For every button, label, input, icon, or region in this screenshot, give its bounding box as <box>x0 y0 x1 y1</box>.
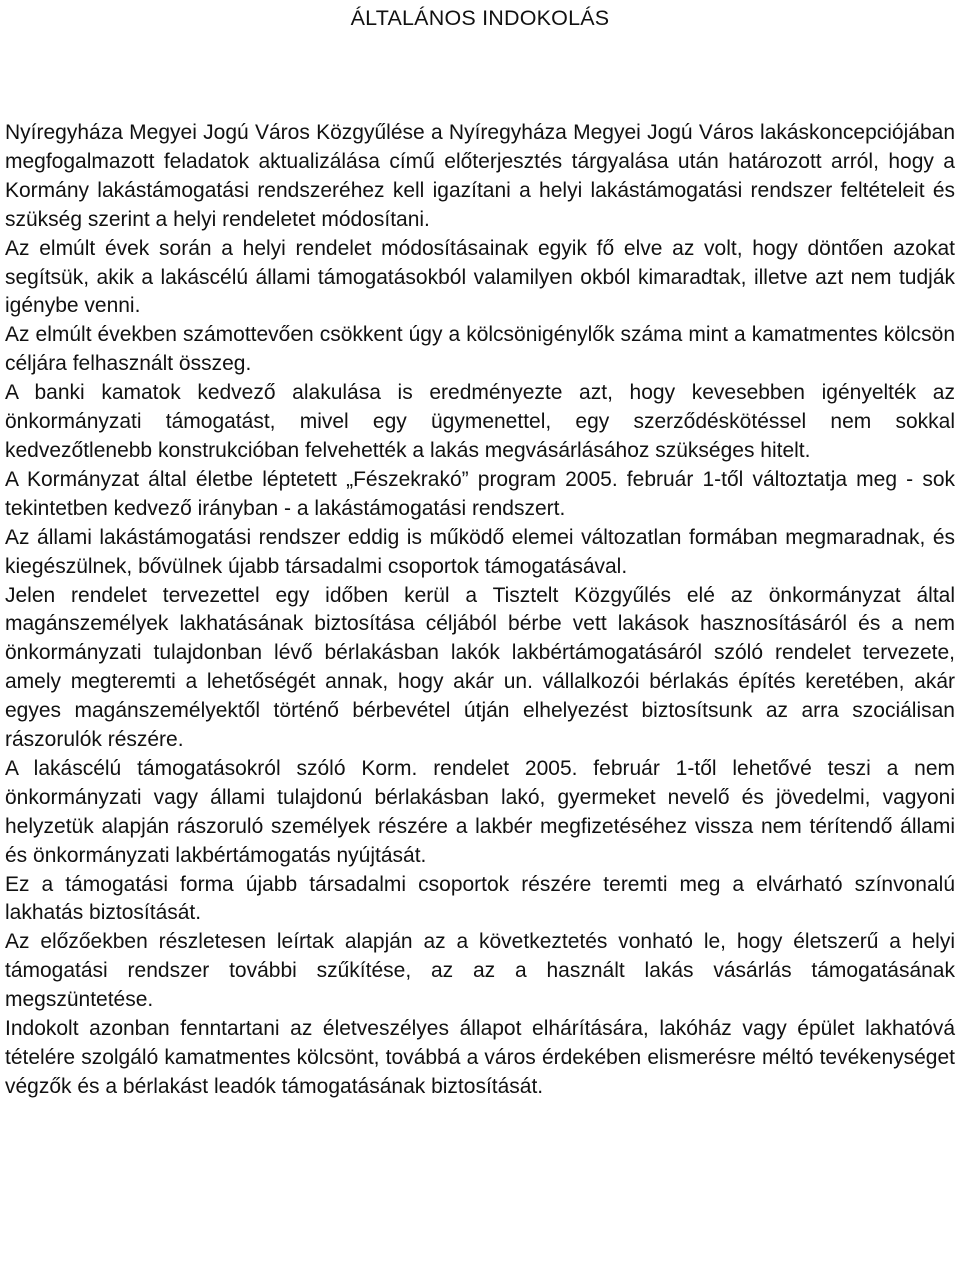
paragraph-4: A banki kamatok kedvező alakulása is eredményezte azt, hogy kevesebben igényelték az önkormányzati támogatást, mivel egy ügymenettel, egy szerződéskötéssel nem sokkal kedvezőtlenebb konstrukcióban felvehették a lakás megvásárlásához szükséges hitelt. <box>5 381 955 462</box>
document-page <box>5 0 955 1102</box>
paragraph-5: A Kormányzat által életbe léptetett „Fészekrakó” program 2005. február 1-től változtatja meg - sok tekintetben kedvező irányban - a lakástámogatási rendszert. <box>5 467 955 520</box>
document-title: ÁLTALÁNOS INDOKOLÁS <box>350 6 610 30</box>
paragraph-8: A lakáscélú támogatásokról szóló Korm. rendelet 2005. február 1-től lehetővé teszi a nem önkormányzati vagy állami tulajdonú bérlakásban lakó, gyermeket nevelő és jövedelmi, vagyoni helyzetük alapján rászoruló személyek részére a lakbér megfizetéséhez vissza nem térítendő állami és önkormányzati lakbértámogatás nyújtását. <box>5 756 955 867</box>
paragraph-1: Nyíregyháza Megyei Jogú Város Közgyűlése a Nyíregyháza Megyei Jogú Város lakáskoncepciójában megfogalmazott feladatok aktualizálása című előterjesztés tárgyalása után határozott arról, hogy a Kormány lakástámogatási rendszeréhez kell igazítani a helyi lakástámogatási rendszer feltételeit és szükség szerint a helyi rendeletet módosítani. <box>5 121 955 231</box>
paragraph-3: Az elmúlt években számottevően csökkent úgy a kölcsönigénylők száma mint a kamatmentes kölcsön céljára felhasznált összeg. <box>5 323 955 376</box>
paragraph-11: Indokolt azonban fenntartani az életveszélyes állapot elhárítására, lakóház vagy épület lakhatóvá tételére szolgáló kamatmentes kölcsönt, továbbá a város érdekében elismerésre méltó tevékenységet végzők és a bérlakást leadók támogatásának biztosítását. <box>5 1017 955 1098</box>
paragraph-10: Az előzőekben részletesen leírtak alapján az a következtetés vonható le, hogy életszerű a helyi támogatási rendszer további szűkítése, az az a használt lakás vásárlás támogatásának megszüntetése. <box>5 930 955 1012</box>
paragraph-9: Ez a támogatási forma újabb társadalmi csoportok részére teremti meg a elvárható színvonalú lakhatás biztosítását. <box>5 872 955 925</box>
paragraph-7: Jelen rendelet tervezettel egy időben kerül a Tisztelt Közgyűlés elé az önkormányzat által magánszemélyek lakhatásának biztosítása céljából bérbe vett lakások hasznosításáról és a nem önkormányzati tulajdonban lévő bérlakásban lakók lakbértámogatásáról szóló rendelet tervezete, amely megteremti a lehetőségét annak, hogy akár un. vállalkozói bérlakás építés keretében, akár egyes magánszemélyektől történő bérbevétel útján elhelyezést biztosítsunk az arra szociálisan rászorulók részére. <box>5 583 955 752</box>
paragraph-6: Az állami lakástámogatási rendszer eddig is működő elemei változatlan formában megmaradnak, és kiegészülnek, bővülnek újabb társadalmi csoportok támogatásával. <box>5 525 955 578</box>
paragraph-2: Az elmúlt évek során a helyi rendelet módosításainak egyik fő elve az volt, hogy döntően azokat segítsük, akik a lakáscélú állami támogatásokból valamilyen okból kimaradtak, illetve azt nem tudják igénybe venni. <box>5 236 955 318</box>
